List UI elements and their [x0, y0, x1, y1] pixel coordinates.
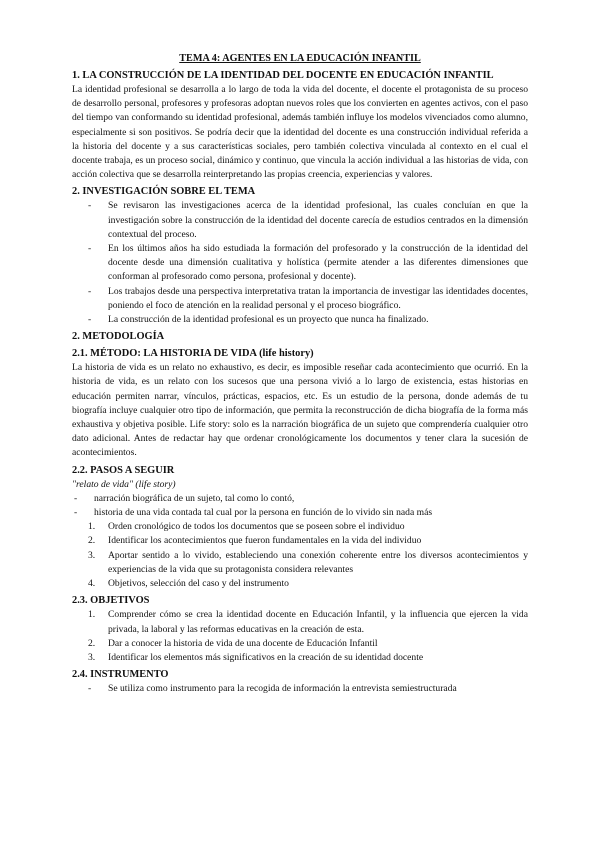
subsection-2-2-italic-label: "relato de vida" (life story) — [72, 478, 176, 490]
list-item — [72, 242, 528, 285]
subsection-2-2-dash-list — [72, 492, 528, 520]
section-1-paragraph: La identidad profesional se desarrolla a lo largo de toda la vida del docente, el docente el protagonista de su proceso de desarrollo personal, profesores y profesoras adoptan nuevos roles que los convierten en agentes activos, con el paso del tiempo van conformando su identidad profesional, además también influye los modelos vivenciados como alumno, especialmente si son positivos. Se podría decir que la identidad del docente es una construcción individual referida a la historia del docente y a sus características sociales, pero también colectiva vinculada al contexto en el cual el docente trabaja, es un proceso social, dinámico y continuo, que vincula la acción individual a las historias de vida, con acción colectiva que se desarrolla reinterpretando las propias creencia, experiencias y valores. — [72, 84, 528, 181]
list-item-text: Identificar los acontecimientos que fueron fundamentales en la vida del individuo — [108, 535, 422, 547]
list-item-text: Dar a conocer la historia de vida de una docente de Educación Infantil — [108, 637, 378, 649]
number-marker: 2. — [88, 637, 96, 649]
list-item-text: Comprender cómo se crea la identidad docente en Educación Infantil, y la influencia que ejercen la vida privada, la laboral y las reformas educativas en la creación de esta. — [108, 609, 528, 635]
number-marker: 3. — [88, 549, 96, 561]
list-item-text: historia de una vida contada tal cual por la persona en función de lo vivido sin nada más — [94, 507, 433, 519]
dash-marker: - — [88, 243, 92, 255]
list-item — [72, 608, 528, 636]
subsection-2-2-heading: 2.2. PASOS A SEGUIR — [72, 464, 175, 476]
list-item — [72, 313, 528, 327]
subsection-2-1-paragraph: La historia de vida es un relato no exhaustivo, es decir, es imposible reseñar cada acontecimiento que ocurrió. En la historia de vida, es un relato con los sucesos que una persona vivió a lo largo de existencia, estas historias en educación permiten narrar, vínculos, prácticas, espacios, etc. Es un estudio de la persona, donde además de tu biografía incluye cualquier otro tipo de información, que permita la reconstrucción de dicha biografía de la forma más exhaustiva y objetiva posible. Life story: solo es la narración biográfica de un sujeto que comprendería cualquier otro dato adicional. Antes de redactar hay que ordenar cronológicamente los documentos y tener clara la sucesión de acontecimientos. — [72, 362, 528, 459]
subsection-2-3-list — [72, 608, 528, 665]
subsection-2-1-heading: 2.1. MÉTODO: LA HISTORIA DE VIDA (life history) — [72, 348, 314, 360]
section-1-heading: 1. LA CONSTRUCCIÓN DE LA IDENTIDAD DEL DOCENTE EN EDUCACIÓN INFANTIL — [72, 70, 494, 81]
list-item-text: Identificar los elementos más significativos en la creación de su identidad docente — [108, 651, 424, 663]
number-marker: 2. — [88, 535, 96, 547]
document-title: TEMA 4: AGENTES EN LA EDUCACIÓN INFANTIL — [179, 53, 421, 64]
list-item-text: Los trabajos desde una perspectiva interpretativa tratan la importancia de investigar las identidades docentes, poniendo el foco de atención en la realidad personal y el proceso biográfico. — [108, 285, 528, 311]
list-item — [72, 492, 528, 506]
dash-marker: - — [88, 314, 92, 326]
dash-marker: - — [74, 507, 78, 519]
number-marker: 1. — [88, 609, 96, 621]
list-item — [72, 285, 528, 313]
subsection-2-4-list — [72, 682, 528, 696]
list-item — [72, 637, 528, 651]
section-2-heading: 2. INVESTIGACIÓN SOBRE EL TEMA — [72, 186, 256, 198]
list-item-text: Aportar sentido a lo vivido, estableciendo una conexión coherente entre los diversos acontecimientos y experiencias de la vida que su protagonista considera relevantes — [108, 549, 528, 575]
section-2-list — [72, 199, 528, 327]
subsection-2-4-heading: 2.4. INSTRUMENTO — [72, 669, 169, 681]
list-item-text: La construcción de la identidad profesional es un proyecto que nunca ha finalizado. — [108, 314, 429, 326]
list-item — [72, 520, 528, 534]
dash-marker: - — [74, 492, 78, 504]
list-item-text: Se utiliza como instrumento para la recogida de información la entrevista semiestructurada — [108, 683, 457, 695]
list-item — [72, 506, 528, 520]
list-item-text: Orden cronológico de todos los documentos que se poseen sobre el individuo — [108, 521, 405, 533]
number-marker: 1. — [88, 521, 96, 533]
list-item-text: Se revisaron las investigaciones acerca de la identidad profesional, las cuales concluían en que la investigación sobre la construcción de la identidad del docente carecía de estudios centrados en la dimensión contextual del proceso. — [108, 200, 528, 240]
dash-marker: - — [88, 683, 92, 695]
dash-marker: - — [88, 285, 92, 297]
list-item — [72, 534, 528, 548]
number-marker: 3. — [88, 651, 96, 663]
list-item — [72, 651, 528, 665]
list-item — [72, 199, 528, 242]
subsection-2-2-steps — [72, 520, 528, 591]
list-item — [72, 549, 528, 577]
list-item-text: Objetivos, selección del caso y del instrumento — [108, 578, 289, 590]
subsection-2-3-heading: 2.3. OBJETIVOS — [72, 595, 150, 607]
section-3-heading: 2. METODOLOGÍA — [72, 331, 165, 343]
dash-marker: - — [88, 200, 92, 212]
list-item — [72, 577, 528, 591]
number-marker: 4. — [88, 578, 96, 590]
list-item-text: narración biográfica de un sujeto, tal como lo contó, — [94, 492, 295, 504]
list-item-text: En los últimos años ha sido estudiada la formación del profesorado y la construcción de la identidad del docente desde una dimensión cualitativa y holística (permite atender a las diferentes dimensiones que conforman al profesorado como persona, profesional y docente). — [108, 243, 528, 283]
list-item — [72, 682, 528, 696]
